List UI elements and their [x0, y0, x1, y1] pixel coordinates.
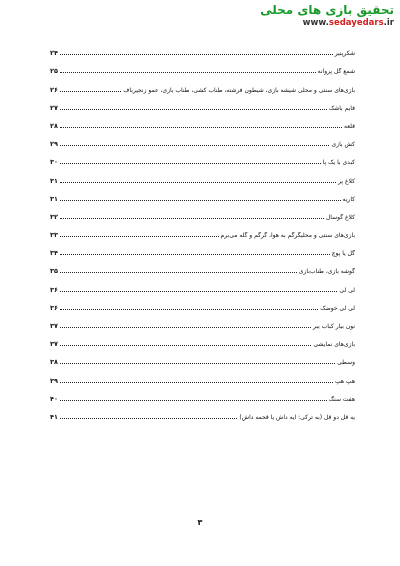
toc-leader-dots — [60, 163, 321, 164]
toc-leader-dots — [60, 418, 237, 419]
toc-page-number: ۳۵ — [50, 267, 58, 276]
toc-entry — [50, 186, 355, 204]
toc-entry — [50, 295, 355, 313]
toc-page-number: ۳۱ — [50, 176, 58, 185]
toc-entry — [50, 349, 355, 367]
toc-entry — [50, 367, 355, 385]
site-title: تحقیق بازی های محلی — [260, 3, 394, 17]
toc-page-number: ۳۸ — [50, 358, 58, 367]
toc-entry — [50, 386, 355, 404]
toc-leader-dots — [60, 309, 318, 310]
toc-leader-dots — [60, 363, 335, 364]
toc-page-number: ۲۵ — [50, 67, 58, 76]
toc-page-number: ۴۰ — [50, 394, 58, 403]
toc-entry — [50, 240, 355, 258]
toc-leader-dots — [60, 345, 311, 346]
toc-entry-label: بازی‌های سنتی و محلیگرگم به هوا، گرگم و گله می‌برم — [220, 232, 355, 240]
toc-page-number: ۳۴ — [50, 249, 58, 258]
toc-leader-dots — [60, 182, 336, 183]
toc-entry — [50, 313, 355, 331]
toc-leader-dots — [60, 327, 311, 328]
toc-entry — [50, 258, 355, 276]
url-prefix: www. — [302, 18, 329, 28]
toc-page-number: ۳۳ — [50, 231, 58, 240]
toc-entry-label: وسطی — [337, 359, 355, 367]
toc-entry-label: گل یا پوچ — [331, 250, 355, 258]
toc-entry-label: لی لی حوضک — [320, 304, 355, 312]
toc-entry — [50, 113, 355, 131]
toc-page-number: ۳۷ — [50, 340, 58, 349]
toc-leader-dots — [60, 272, 297, 273]
toc-entry — [50, 276, 355, 294]
toc-entry-label: بازی‌های نمایشی — [313, 341, 355, 349]
toc-page-number: ۳۶ — [50, 285, 58, 294]
toc-entry — [50, 331, 355, 349]
toc-entry-label: کاریه — [342, 195, 355, 203]
toc-entry-label: شمع گل پروانه — [317, 68, 355, 76]
toc-entry-label: کلاغ پر — [338, 177, 355, 185]
site-header — [194, 3, 394, 29]
toc-leader-dots — [60, 382, 333, 383]
toc-page-number: ۲۴ — [50, 49, 58, 58]
toc-leader-dots — [60, 218, 324, 219]
toc-entry-label: یه قل دو قل (به ترکی: ایه داش یا قحمه داش) — [239, 413, 355, 421]
toc-entry-label: بازی‌های سنتی و محلی شیشه بازی، شیطون فرشته، طناب کشی، طناب بازی، عمو زنجیرباف — [123, 86, 355, 94]
url-highlight: sedayedars — [328, 18, 384, 28]
toc-page-number: ۲۹ — [50, 140, 58, 149]
toc-leader-dots — [60, 291, 337, 292]
toc-leader-dots — [60, 127, 342, 128]
toc-entry-label: هپ هپ — [334, 377, 355, 385]
toc-entry-label: قلعه — [344, 122, 355, 130]
toc-page-number: ۳۹ — [50, 376, 58, 385]
toc-entry — [50, 404, 355, 422]
toc-entry-label: کلاغ گوسال — [325, 213, 355, 221]
toc-page-number: ۴۱ — [50, 412, 58, 421]
toc-entry — [50, 76, 355, 94]
toc-page-number: ۳۰ — [50, 158, 58, 167]
toc-page-number: ۳۶ — [50, 303, 58, 312]
toc-page-number: ۳۷ — [50, 322, 58, 330]
toc-leader-dots — [60, 400, 327, 401]
toc-entry — [50, 131, 355, 149]
toc-entry-label: کش بازی — [331, 141, 355, 149]
toc-entry-label: نون بیار کباب ببر — [312, 323, 355, 330]
toc-entry — [50, 204, 355, 222]
toc-entry-label: کبدی با یک پا — [322, 159, 355, 167]
toc-leader-dots — [60, 109, 327, 110]
page-number: ۳ — [197, 518, 203, 527]
toc-entry-label: لی لی — [339, 286, 355, 294]
toc-entry — [50, 58, 355, 76]
toc-entry — [50, 222, 355, 240]
toc-leader-dots — [60, 145, 330, 146]
toc-page-number: ۲۸ — [50, 121, 58, 130]
toc-leader-dots — [60, 91, 121, 92]
toc-entry — [50, 95, 355, 113]
toc-leader-dots — [60, 200, 341, 201]
url-suffix: .ir — [383, 18, 394, 28]
toc-entry-label: گوشه بازی، طناب‌بازی — [298, 268, 355, 276]
toc-leader-dots — [60, 236, 219, 237]
toc-page-number: ۲۶ — [50, 85, 58, 94]
table-of-contents — [50, 40, 355, 422]
toc-entry — [50, 167, 355, 185]
toc-entry-label: هفت سنگ — [328, 395, 355, 403]
toc-page-number: ۲۷ — [50, 103, 58, 112]
toc-entry — [50, 149, 355, 167]
toc-page-number: ۳۲ — [50, 212, 58, 221]
toc-entry-label: شکرپنیر — [334, 50, 355, 58]
toc-entry-label: قایم باشک — [328, 104, 355, 112]
toc-page-number: ۳۱ — [50, 194, 58, 203]
toc-leader-dots — [60, 72, 316, 73]
site-url — [194, 18, 394, 29]
toc-leader-dots — [60, 54, 333, 55]
toc-entry — [50, 40, 355, 58]
toc-leader-dots — [60, 254, 330, 255]
